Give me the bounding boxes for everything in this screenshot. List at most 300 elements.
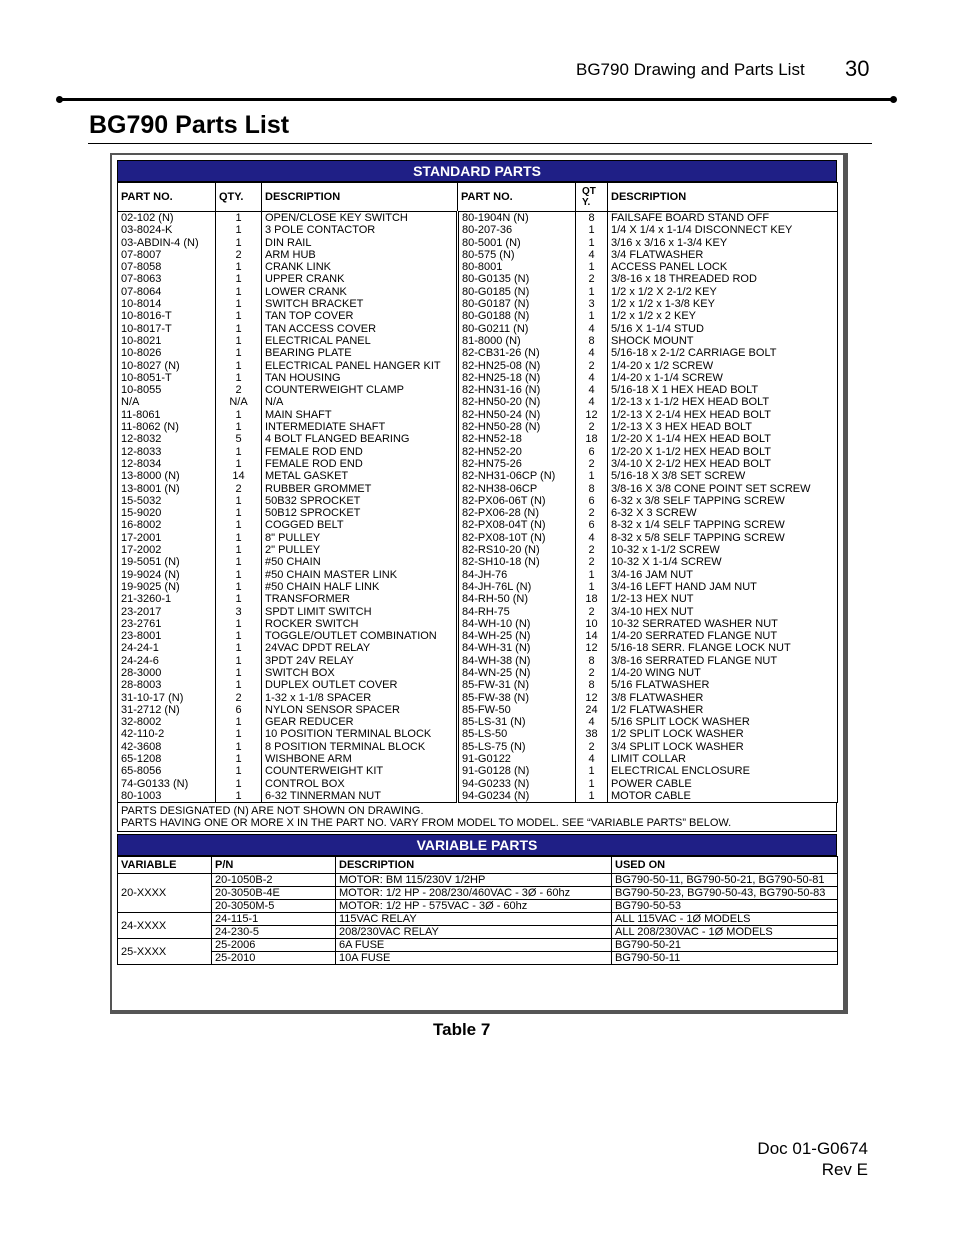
qty-cell: 8: [576, 483, 608, 495]
used-on-cell: ALL 115VAC - 1Ø MODELS: [612, 913, 838, 926]
part-no-cell: 07-8064: [118, 286, 216, 298]
qty-cell: 4: [576, 753, 608, 765]
table-row: [118, 273, 838, 285]
table-row: [118, 887, 838, 900]
qty-cell: 1: [216, 261, 262, 273]
qty-cell: 3: [576, 298, 608, 310]
var-description-cell: 10A FUSE: [336, 952, 612, 965]
variable-cell: 25-XXXX: [118, 939, 212, 965]
table-row: [118, 519, 838, 531]
part-no-cell: 17-2001: [118, 532, 216, 544]
table-row: [118, 507, 838, 519]
qty-cell: 2: [576, 606, 608, 618]
qty-cell: 4: [576, 347, 608, 359]
footer-doc-number: Doc 01-G0674: [757, 1139, 868, 1158]
qty-cell: 1: [576, 778, 608, 790]
part-no-cell: 84-WH-31 (N): [458, 642, 576, 654]
description-cell: 1/2 x 1/2 x 2 KEY: [608, 310, 838, 322]
table-notes: [117, 803, 837, 832]
qty-cell: 1: [216, 728, 262, 740]
part-no-cell: 10-8021: [118, 335, 216, 347]
table-row: [118, 212, 838, 225]
qty-cell: 12: [576, 409, 608, 421]
qty-cell: 1: [216, 335, 262, 347]
col-header-qty-2: QT Y.: [576, 183, 608, 212]
description-cell: 24VAC DPDT RELAY: [262, 642, 458, 654]
description-cell: 3/4 SPLIT LOCK WASHER: [608, 741, 838, 753]
part-no-cell: 82-HN25-18 (N): [458, 372, 576, 384]
qty-cell: 2: [576, 458, 608, 470]
qty-cell: 1: [576, 470, 608, 482]
qty-cell: N/A: [216, 396, 262, 408]
description-cell: 5/16 SPLIT LOCK WASHER: [608, 716, 838, 728]
description-cell: 1/2-13 X 2-1/4 HEX HEAD BOLT: [608, 409, 838, 421]
description-cell: 6-32 TINNERMAN NUT: [262, 790, 458, 803]
part-no-cell: 82-HN31-16 (N): [458, 384, 576, 396]
qty-cell: 2: [576, 421, 608, 433]
qty-cell: 6: [576, 519, 608, 531]
qty-cell: 1: [216, 630, 262, 642]
description-cell: 1/4-20 WING NUT: [608, 667, 838, 679]
part-no-cell: 74-G0133 (N): [118, 778, 216, 790]
description-cell: LOWER CRANK: [262, 286, 458, 298]
description-cell: 1/4 X 1/4 x 1-1/4 DISCONNECT KEY: [608, 224, 838, 236]
table-row: [118, 939, 838, 952]
part-no-cell: 80-8001: [458, 261, 576, 273]
part-no-cell: 82-NH31-06CP (N): [458, 470, 576, 482]
table-row: [118, 298, 838, 310]
table-row: [118, 261, 838, 273]
part-no-cell: 10-8026: [118, 347, 216, 359]
qty-cell: 1: [216, 519, 262, 531]
description-cell: 8-32 x 1/4 SELF TAPPING SCREW: [608, 519, 838, 531]
description-cell: TRANSFORMER: [262, 593, 458, 605]
part-no-cell: 10-8016-T: [118, 310, 216, 322]
description-cell: 1/4-20 x 1-1/4 SCREW: [608, 372, 838, 384]
description-cell: GEAR REDUCER: [262, 716, 458, 728]
table-row: [118, 581, 838, 593]
description-cell: #50 CHAIN: [262, 556, 458, 568]
part-no-cell: 84-JH-76: [458, 569, 576, 581]
part-no-cell: 23-2017: [118, 606, 216, 618]
part-no-cell: 11-8061: [118, 409, 216, 421]
description-cell: 1/2-13 HEX NUT: [608, 593, 838, 605]
table-row: [118, 286, 838, 298]
qty-cell: 1: [576, 765, 608, 777]
part-no-cell: 80-G0185 (N): [458, 286, 576, 298]
part-no-cell: 65-8056: [118, 765, 216, 777]
part-no-cell: 03-ABDIN-4 (N): [118, 237, 216, 249]
description-cell: 1/2 x 1/2 x 1-3/8 KEY: [608, 298, 838, 310]
part-no-cell: 82-RS10-20 (N): [458, 544, 576, 556]
part-no-cell: 19-9025 (N): [118, 581, 216, 593]
description-cell: COUNTERWEIGHT CLAMP: [262, 384, 458, 396]
description-cell: 1/4-20 SERRATED FLANGE NUT: [608, 630, 838, 642]
var-description-cell: 115VAC RELAY: [336, 913, 612, 926]
table-row: [118, 310, 838, 322]
qty-cell: 1: [216, 298, 262, 310]
qty-cell: 1: [576, 286, 608, 298]
qty-cell: 38: [576, 728, 608, 740]
part-no-cell: 42-110-2: [118, 728, 216, 740]
description-cell: 5/16-18 x 2-1/2 CARRIAGE BOLT: [608, 347, 838, 359]
page-number: 30: [845, 56, 870, 81]
description-cell: 1/2 SPLIT LOCK WASHER: [608, 728, 838, 740]
table-row: [118, 372, 838, 384]
qty-cell: 1: [576, 581, 608, 593]
standard-parts-header-row: [118, 183, 838, 212]
table-row: [118, 532, 838, 544]
part-no-cell: 80-G0187 (N): [458, 298, 576, 310]
qty-cell: 1: [216, 618, 262, 630]
qty-cell: 6: [216, 704, 262, 716]
running-header-title: BG790 Drawing and Parts List: [576, 60, 805, 79]
table-row: [118, 679, 838, 691]
qty-cell: 2: [576, 667, 608, 679]
qty-cell: 1: [216, 421, 262, 433]
description-cell: 3/4-10 HEX NUT: [608, 606, 838, 618]
part-no-cell: 85-LS-31 (N): [458, 716, 576, 728]
qty-cell: 2: [576, 741, 608, 753]
table-row: [118, 224, 838, 236]
qty-cell: 1: [216, 495, 262, 507]
part-no-cell: 84-RH-75: [458, 606, 576, 618]
table-row: [118, 556, 838, 568]
qty-cell: 4: [576, 396, 608, 408]
title-underline: [88, 143, 872, 144]
qty-cell: 1: [576, 790, 608, 803]
description-cell: 5/16 X 1-1/4 STUD: [608, 323, 838, 335]
standard-parts-band: STANDARD PARTS: [117, 160, 837, 182]
description-cell: 1/2 x 1/2 X 2-1/2 KEY: [608, 286, 838, 298]
var-description-cell: 208/230VAC RELAY: [336, 926, 612, 939]
qty-cell: 1: [216, 581, 262, 593]
qty-cell: 1: [216, 679, 262, 691]
col-header-var-description: DESCRIPTION: [336, 857, 612, 874]
used-on-cell: BG790-50-53: [612, 900, 838, 913]
part-no-cell: 84-WH-25 (N): [458, 630, 576, 642]
qty-cell: 1: [216, 286, 262, 298]
qty-cell: 1: [216, 212, 262, 225]
description-cell: 50B32 SPROCKET: [262, 495, 458, 507]
pn-cell: 24-115-1: [212, 913, 336, 926]
part-no-cell: 16-8002: [118, 519, 216, 531]
qty-cell: 1: [216, 790, 262, 803]
part-no-cell: 91-G0128 (N): [458, 765, 576, 777]
part-no-cell: 32-8002: [118, 716, 216, 728]
qty-cell: 14: [576, 630, 608, 642]
var-description-cell: MOTOR: 1/2 HP - 208/230/460VAC - 3Ø - 60hz: [336, 887, 612, 900]
qty-cell: 1: [576, 237, 608, 249]
table-row: [118, 741, 838, 753]
part-no-cell: 07-8007: [118, 249, 216, 261]
description-cell: 1/2-13 X 3 HEX HEAD BOLT: [608, 421, 838, 433]
qty-cell: 1: [216, 667, 262, 679]
description-cell: MOTOR CABLE: [608, 790, 838, 803]
part-no-cell: 02-102 (N): [118, 212, 216, 225]
qty-cell: 1: [216, 642, 262, 654]
used-on-cell: ALL 208/230VAC - 1Ø MODELS: [612, 926, 838, 939]
table-row: [118, 913, 838, 926]
part-no-cell: N/A: [118, 396, 216, 408]
qty-cell: 1: [216, 310, 262, 322]
qty-cell: 8: [576, 655, 608, 667]
description-cell: 3/4-10 X 2-1/2 HEX HEAD BOLT: [608, 458, 838, 470]
qty-cell: 1: [216, 556, 262, 568]
table-row: [118, 470, 838, 482]
description-cell: SWITCH BRACKET: [262, 298, 458, 310]
used-on-cell: BG790-50-21: [612, 939, 838, 952]
table-row: [118, 630, 838, 642]
table-row: [118, 544, 838, 556]
qty-cell: 1: [576, 310, 608, 322]
part-no-cell: 82-PX06-28 (N): [458, 507, 576, 519]
part-no-cell: 80-575 (N): [458, 249, 576, 261]
description-cell: 4 BOLT FLANGED BEARING: [262, 433, 458, 445]
qty-cell: 4: [576, 372, 608, 384]
var-description-cell: MOTOR: BM 115/230V 1/2HP: [336, 874, 612, 887]
qty-cell: 10: [576, 618, 608, 630]
var-description-cell: MOTOR: 1/2 HP - 575VAC - 3Ø - 60hz: [336, 900, 612, 913]
description-cell: DIN RAIL: [262, 237, 458, 249]
description-cell: TAN HOUSING: [262, 372, 458, 384]
part-no-cell: 82-HN25-08 (N): [458, 360, 576, 372]
qty-cell: 1: [216, 741, 262, 753]
description-cell: OPEN/CLOSE KEY SWITCH: [262, 212, 458, 225]
table-row: [118, 569, 838, 581]
table-row: [118, 716, 838, 728]
qty-cell: 1: [216, 544, 262, 556]
qty-cell: 1: [216, 409, 262, 421]
qty-cell: 5: [216, 433, 262, 445]
description-cell: ACCESS PANEL LOCK: [608, 261, 838, 273]
qty-cell: 1: [576, 224, 608, 236]
part-no-cell: 07-8058: [118, 261, 216, 273]
description-cell: 3/4-16 LEFT HAND JAM NUT: [608, 581, 838, 593]
part-no-cell: 23-8001: [118, 630, 216, 642]
used-on-cell: BG790-50-23, BG790-50-43, BG790-50-83: [612, 887, 838, 900]
variable-parts-table: [117, 856, 838, 965]
part-no-cell: 85-FW-50: [458, 704, 576, 716]
qty-cell: 1: [216, 765, 262, 777]
part-no-cell: 84-RH-50 (N): [458, 593, 576, 605]
part-no-cell: 19-5051 (N): [118, 556, 216, 568]
table-row: [118, 900, 838, 913]
description-cell: 5/16-18 X 1 HEX HEAD BOLT: [608, 384, 838, 396]
table-caption: Table 7: [433, 1020, 491, 1039]
qty-cell: 6: [576, 495, 608, 507]
qty-cell: 1: [216, 655, 262, 667]
col-header-variable: VARIABLE: [118, 857, 212, 874]
qty-cell: 1: [216, 532, 262, 544]
description-cell: 8 POSITION TERMINAL BLOCK: [262, 741, 458, 753]
qty-cell: 2: [576, 556, 608, 568]
qty-cell: 2: [576, 360, 608, 372]
pn-cell: 20-3050M-5: [212, 900, 336, 913]
table-row: [118, 606, 838, 618]
description-cell: DUPLEX OUTLET COVER: [262, 679, 458, 691]
table-row: [118, 360, 838, 372]
qty-cell: 4: [576, 532, 608, 544]
table-row: [118, 433, 838, 445]
description-cell: 5/16-18 X 3/8 SET SCREW: [608, 470, 838, 482]
description-cell: NYLON SENSOR SPACER: [262, 704, 458, 716]
col-header-part-no: PART NO.: [118, 183, 216, 212]
qty-cell: 1: [216, 372, 262, 384]
qty-cell: 4: [576, 323, 608, 335]
part-no-cell: 23-2761: [118, 618, 216, 630]
description-cell: 50B12 SPROCKET: [262, 507, 458, 519]
description-cell: #50 CHAIN MASTER LINK: [262, 569, 458, 581]
description-cell: 1/2-20 X 1-1/2 HEX HEAD BOLT: [608, 446, 838, 458]
qty-cell: 1: [216, 593, 262, 605]
used-on-cell: BG790-50-11: [612, 952, 838, 965]
qty-cell: 14: [216, 470, 262, 482]
table-row: [118, 458, 838, 470]
part-no-cell: 12-8033: [118, 446, 216, 458]
part-no-cell: 31-10-17 (N): [118, 692, 216, 704]
part-no-cell: 94-G0233 (N): [458, 778, 576, 790]
variable-parts-header-row: [118, 857, 838, 874]
variable-parts-band: VARIABLE PARTS: [117, 834, 837, 856]
part-no-cell: 10-8051-T: [118, 372, 216, 384]
part-no-cell: 10-8055: [118, 384, 216, 396]
description-cell: 10-32 SERRATED WASHER NUT: [608, 618, 838, 630]
description-cell: #50 CHAIN HALF LINK: [262, 581, 458, 593]
part-no-cell: 82-PX08-10T (N): [458, 532, 576, 544]
part-no-cell: 84-WH-10 (N): [458, 618, 576, 630]
table-row: [118, 384, 838, 396]
qty-cell: 2: [216, 483, 262, 495]
table-row: [118, 753, 838, 765]
part-no-cell: 13-8001 (N): [118, 483, 216, 495]
description-cell: MAIN SHAFT: [262, 409, 458, 421]
part-no-cell: 82-CB31-26 (N): [458, 347, 576, 359]
part-no-cell: 24-24-6: [118, 655, 216, 667]
description-cell: 8" PULLEY: [262, 532, 458, 544]
part-no-cell: 94-G0234 (N): [458, 790, 576, 803]
qty-cell: 1: [216, 446, 262, 458]
part-no-cell: 80-G0211 (N): [458, 323, 576, 335]
part-no-cell: 11-8062 (N): [118, 421, 216, 433]
col-header-qty: QTY.: [216, 183, 262, 212]
rule-end-dot-right: [890, 96, 897, 103]
description-cell: FEMALE ROD END: [262, 458, 458, 470]
description-cell: CRANK LINK: [262, 261, 458, 273]
part-no-cell: 10-8014: [118, 298, 216, 310]
qty-cell: 6: [576, 446, 608, 458]
part-no-cell: 31-2712 (N): [118, 704, 216, 716]
table-row: [118, 765, 838, 777]
pn-cell: 20-3050B-4E: [212, 887, 336, 900]
table-row: [118, 778, 838, 790]
page-title: BG790 Parts List: [89, 111, 290, 139]
part-no-cell: 42-3608: [118, 741, 216, 753]
part-no-cell: 10-8017-T: [118, 323, 216, 335]
description-cell: COUNTERWEIGHT KIT: [262, 765, 458, 777]
qty-cell: 1: [216, 458, 262, 470]
qty-cell: 1: [216, 237, 262, 249]
qty-cell: 4: [576, 716, 608, 728]
part-no-cell: 82-HN50-28 (N): [458, 421, 576, 433]
part-no-cell: 65-1208: [118, 753, 216, 765]
qty-cell: 2: [216, 384, 262, 396]
part-no-cell: 82-HN50-24 (N): [458, 409, 576, 421]
description-cell: 3/8 FLATWASHER: [608, 692, 838, 704]
qty-cell: 1: [216, 224, 262, 236]
part-no-cell: 03-8024-K: [118, 224, 216, 236]
description-cell: 2" PULLEY: [262, 544, 458, 556]
footer-revision: Rev E: [821, 1160, 868, 1179]
table-row: [118, 790, 838, 803]
pn-cell: 20-1050B-2: [212, 874, 336, 887]
description-cell: 3/8-16 SERRATED FLANGE NUT: [608, 655, 838, 667]
description-cell: 10-32 X 1-1/4 SCREW: [608, 556, 838, 568]
qty-cell: 1: [216, 778, 262, 790]
description-cell: FAILSAFE BOARD STAND OFF: [608, 212, 838, 225]
qty-cell: 8: [576, 335, 608, 347]
description-cell: N/A: [262, 396, 458, 408]
part-no-cell: 28-3000: [118, 667, 216, 679]
col-header-pn: P/N: [212, 857, 336, 874]
standard-parts-table: [117, 182, 838, 803]
variable-parts-body: [118, 874, 838, 965]
var-description-cell: 6A FUSE: [336, 939, 612, 952]
part-no-cell: 80-5001 (N): [458, 237, 576, 249]
table-row: [118, 655, 838, 667]
qty-cell: 1: [576, 569, 608, 581]
part-no-cell: 82-HN52-20: [458, 446, 576, 458]
part-no-cell: 82-HN75-26: [458, 458, 576, 470]
part-no-cell: 91-G0122: [458, 753, 576, 765]
table-row: [118, 446, 838, 458]
description-cell: 3/4-16 JAM NUT: [608, 569, 838, 581]
description-cell: INTERMEDIATE SHAFT: [262, 421, 458, 433]
qty-cell: 2: [576, 273, 608, 285]
table-row: [118, 667, 838, 679]
description-cell: WISHBONE ARM: [262, 753, 458, 765]
table-row: [118, 593, 838, 605]
note-line: PARTS HAVING ONE OR MORE X IN THE PART NO. VARY FROM MODEL TO MODEL. SEE “VARIABLE PARTS” BELOW.: [121, 817, 732, 830]
qty-cell: 4: [576, 249, 608, 261]
description-cell: ROCKER SWITCH: [262, 618, 458, 630]
parts-table-inner: [117, 160, 837, 965]
table-row: [118, 692, 838, 704]
qty-cell: 12: [576, 642, 608, 654]
part-no-cell: 85-FW-31 (N): [458, 679, 576, 691]
description-cell: 3/8-16 X 3/8 CONE POINT SET SCREW: [608, 483, 838, 495]
part-no-cell: 82-PX06-06T (N): [458, 495, 576, 507]
part-no-cell: 80-G0188 (N): [458, 310, 576, 322]
standard-parts-body: [118, 212, 838, 803]
part-no-cell: 17-2002: [118, 544, 216, 556]
qty-cell: 12: [576, 692, 608, 704]
description-cell: 1/4-20 x 1/2 SCREW: [608, 360, 838, 372]
description-cell: 3 POLE CONTACTOR: [262, 224, 458, 236]
description-cell: UPPER CRANK: [262, 273, 458, 285]
description-cell: 1/2 FLATWASHER: [608, 704, 838, 716]
description-cell: ELECTRICAL PANEL: [262, 335, 458, 347]
description-cell: ARM HUB: [262, 249, 458, 261]
used-on-cell: BG790-50-11, BG790-50-21, BG790-50-81: [612, 874, 838, 887]
description-cell: SHOCK MOUNT: [608, 335, 838, 347]
part-no-cell: 15-5032: [118, 495, 216, 507]
part-no-cell: 85-LS-50: [458, 728, 576, 740]
qty-cell: 1: [216, 347, 262, 359]
description-cell: CONTROL BOX: [262, 778, 458, 790]
table-row: [118, 618, 838, 630]
part-no-cell: 85-FW-38 (N): [458, 692, 576, 704]
